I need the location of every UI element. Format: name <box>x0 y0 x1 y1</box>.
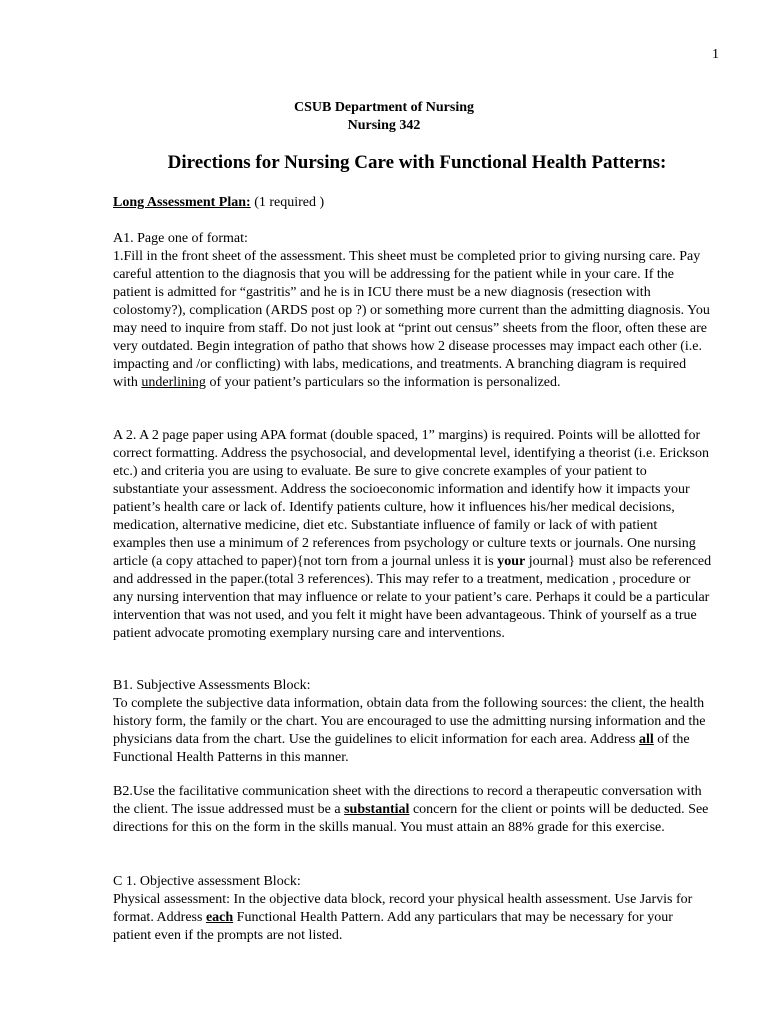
b1-text-part1: To complete the subjective data information, obtain data from the following sources: the client, the health history form, the family or the chart. You are encouraged to use the admitting nursing information and the physicians data from the chart. Use the guidelines to elicit information for each area. Address <box>113 696 706 747</box>
c1-text-part2: Functional Health Pattern. Add any particulars that may be necessary for your patient even if the prompts are not listed. <box>113 910 673 943</box>
section-heading <box>113 194 713 212</box>
long-assessment-heading: Long Assessment Plan: <box>113 195 251 210</box>
b1-emphasis: all <box>639 732 654 747</box>
b1-text-part2: of the Functional Health Patterns in this manner. <box>113 732 690 765</box>
a1-text-part2: of your patient’s particulars so the information is personalized. <box>205 375 561 390</box>
a1-text-part1: 1.Fill in the front sheet of the assessment. This sheet must be completed prior to giving nursing care. Pay careful attention to the diagnosis that you will be addressing for the patient while in your care. If the patient is admitted for “gastritis” and he is in ICU there must be a new diagnosis (resection with colostomy?), complication (ARDS post op ?) or something more current than the admitting diagnosis. You may need to inquire from staff. Do not just look at “print out census” sheets from the floor, often these are very outdated. Begin integration of patho that shows how 2 disease processes may impact each other (i.e. impacting and /or conflicting) with labs, medications, and treatments. A branching diagram is required with <box>113 249 710 390</box>
b1-label: B1. Subjective Assessments Block: <box>113 678 311 693</box>
c1-text <box>113 891 713 945</box>
page-number: 1 <box>712 47 719 62</box>
b2-text <box>113 783 713 837</box>
course-name: Nursing 342 <box>347 118 421 133</box>
b2-text-part2: concern for the client or points will be deducted. See directions for this on the form in the skills manual. You must attain an 88% grade for this exercise. <box>113 802 709 835</box>
a2-emphasis: your <box>497 554 526 569</box>
a2-text-part2: journal} must also be referenced and addressed in the paper.(total 3 references). This may refer to a treatment, medication , procedure or any nursing intervention that may influence or relate to your patient’s care. Perhaps it could be a particular intervention that was not used, and you felt it might have been advantageous. Think of yourself as a true patient advocate promoting exemplary nursing care and interventions. <box>113 554 712 641</box>
a1-emphasis: underlining <box>141 375 206 390</box>
a1-text <box>113 248 713 392</box>
b2-emphasis: substantial <box>344 802 410 817</box>
paragraph-b2 <box>113 783 713 837</box>
c1-text-part1: Physical assessment: In the objective data block, record your physical health assessment. Use Jarvis for format. Address <box>113 892 693 925</box>
c1-emphasis: each <box>205 910 234 925</box>
b1-text <box>113 695 713 767</box>
requirement-note: (1 required ) <box>254 195 325 210</box>
paragraph-a2 <box>113 427 713 643</box>
a2-text <box>113 427 713 643</box>
b2-text-part1: B2.Use the facilitative communication sheet with the directions to record a therapeutic conversation with the client. The issue addressed must be a <box>113 784 702 817</box>
a1-label: A1. Page one of format: <box>113 231 248 246</box>
paragraph-b1 <box>113 677 713 767</box>
a2-text-part1: A 2. A 2 page paper using APA format (double spaced, 1” margins) is required. Points will be allotted for correct formatting. Address the psychosocial, and developmental level, identifying a theorist (i.e. Erickson etc.) and criteria you are using to evaluate. Be sure to give concrete examples of your patient to substantiate your assessment. Address the socioeconomic information and identify how it impacts your patient’s health care or lack of. Identify patients culture, how it influences his/her medical decisions, medication, alternative medicine, diet etc. Substantiate influence of family or lack of with patient examples then use a minimum of 2 references from psychology or culture texts or journals. One nursing article (a copy attached to paper){not torn from a journal unless it is <box>113 428 709 569</box>
paragraph-a1 <box>113 230 713 392</box>
page-title: Directions for Nursing Care with Functional Health Patterns: <box>167 152 667 173</box>
document-header <box>0 99 768 135</box>
department-name: CSUB Department of Nursing <box>293 100 475 115</box>
paragraph-c1 <box>113 873 713 945</box>
c1-label: C 1. Objective assessment Block: <box>113 874 301 889</box>
